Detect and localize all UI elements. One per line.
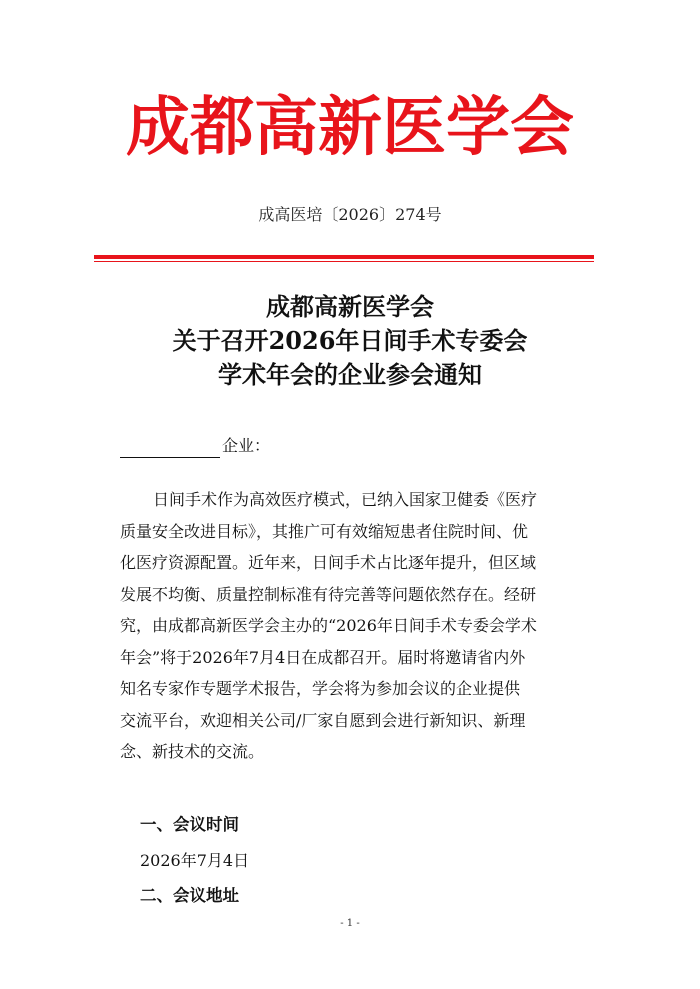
section-heading-address: 二、会议地址 [140, 886, 239, 905]
body-line: 知名专家作专题学术报告，学会将为参加会议的企业提供 [120, 679, 521, 698]
salutation [120, 434, 270, 458]
title-line-2: 关于召开2026年日间手术专委会 [172, 326, 528, 355]
body-line: 年会”将于2026年7月4日在成都召开。届时将邀请省内外 [120, 647, 526, 667]
body-line: 日间手术作为高效医疗模式，已纳入国家卫健委《医疗 [153, 490, 538, 509]
body-paragraph [120, 484, 590, 768]
body-line: 念、新技术的交流。 [120, 742, 265, 761]
red-rule-thick [94, 255, 594, 259]
section-value-time: 2026年7月4日 [140, 851, 250, 870]
company-name-blank [120, 439, 220, 458]
body-line: 质量安全改进目标》，其推广可有效缩短患者住院时间、优 [120, 521, 529, 541]
page-number: - 1 - [340, 918, 360, 929]
title-line-3: 学术年会的企业参会通知 [218, 360, 482, 389]
body-line: 发展不均衡、质量控制标准有待完善等问题依然存在。经研 [120, 584, 537, 604]
body-line: 交流平台，欢迎相关公司/厂家自愿到会进行新知识、新理 [120, 710, 526, 730]
salutation-text: 企业： [222, 436, 271, 455]
section-heading-time: 一、会议时间 [140, 815, 239, 834]
title-line-1: 成都高新医学会 [266, 292, 434, 321]
masthead-title: 成都高新医学会 [126, 91, 574, 165]
red-rule-thin [94, 261, 594, 262]
notice-title [0, 290, 700, 392]
document-number: 成高医培〔2026〕274号 [258, 205, 442, 224]
body-line: 化医疗资源配置。近年来，日间手术占比逐年提升，但区域 [120, 553, 537, 572]
body-line: 究，由成都高新医学会主办的“2026年日间手术专委会学术 [120, 616, 537, 635]
